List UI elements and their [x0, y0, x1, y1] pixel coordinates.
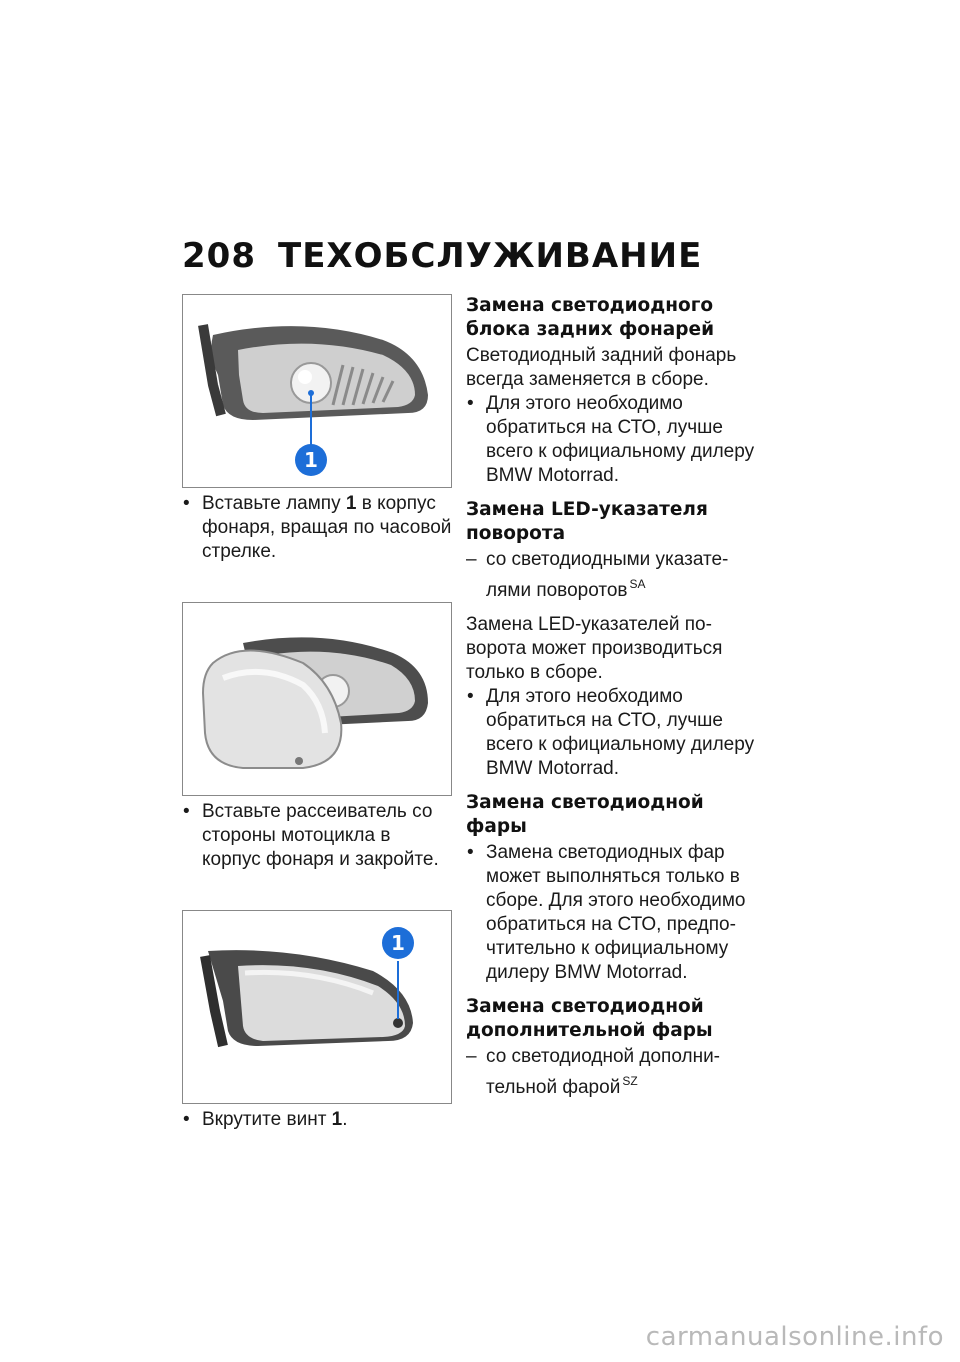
- bullet-text: Замена светодиодных фар может выполняться только в сборе. Для этого необходимо обратиться на СТО, предпо-чтительно к официальному дилеру BMW Motorrad.: [486, 842, 746, 983]
- bullet-mark: •: [183, 493, 190, 514]
- diffuser-illustration: [183, 603, 451, 795]
- page-number: 208: [182, 236, 256, 276]
- page-title: ТЕХОБСЛУЖИВАНИЕ: [278, 236, 703, 276]
- option-code: SZ: [622, 1074, 638, 1088]
- section-rear-light: [466, 294, 766, 488]
- right-column: [466, 294, 766, 1110]
- bullet-text: Для этого необходимо обратиться на СТО, лучше всего к официальному дилеру BMW Motorrad.: [486, 686, 755, 779]
- figure-bulb-install: [182, 294, 452, 488]
- step-insert-diffuser: [182, 800, 454, 872]
- section-heading: Замена LED-указателя поворота: [466, 499, 708, 544]
- section-headlight: [466, 791, 766, 985]
- screw-illustration: [183, 911, 451, 1103]
- figure-screw: [182, 910, 452, 1104]
- page-header: [182, 236, 702, 276]
- dash-mark: –: [466, 549, 477, 570]
- section-turn-signal: [466, 498, 766, 781]
- step-ref: 1: [345, 493, 357, 514]
- left-column: [182, 294, 454, 1132]
- section-bullet: [466, 685, 766, 781]
- step-text: Вкрутите винт: [202, 1109, 332, 1130]
- bullet-mark: •: [467, 686, 474, 707]
- section-paragraph: Светодиодный задний фонарь всегда заменяется в сборе.: [466, 345, 737, 390]
- step-insert-bulb: [182, 492, 454, 564]
- watermark: carmanualsonline.info: [645, 1322, 944, 1352]
- section-paragraph: Замена LED-указателей по-ворота может производиться только в сборе.: [466, 614, 723, 683]
- section-aux-light: [466, 995, 766, 1100]
- bullet-mark: •: [183, 1109, 190, 1130]
- step-text-end: .: [342, 1109, 348, 1130]
- option-code: SA: [629, 577, 646, 591]
- figure-callout: 1: [304, 448, 318, 472]
- step-text: Вставьте лампу: [202, 493, 346, 514]
- bullet-mark: •: [183, 801, 190, 822]
- section-heading: Замена светодиодной дополнительной фары: [466, 996, 713, 1041]
- figure-diffuser: [182, 602, 452, 796]
- section-condition: [466, 1045, 766, 1100]
- section-heading: Замена светодиодной фары: [466, 792, 704, 837]
- condition-text: со светодиодными указате-лями поворотов: [486, 549, 729, 601]
- section-bullet: [466, 841, 766, 985]
- bulb-illustration: [183, 295, 451, 487]
- section-heading: Замена светодиодного блока задних фонарей: [466, 295, 715, 340]
- step-screw: [182, 1108, 454, 1132]
- dash-mark: –: [466, 1046, 477, 1067]
- step-text-end: в корпус фонаря, вращая по часовой стрелке.: [202, 493, 452, 562]
- section-condition: [466, 548, 766, 603]
- figure-callout: 1: [391, 931, 405, 955]
- section-bullet: [466, 392, 766, 488]
- condition-text: со светодиодной дополни-тельной фарой: [486, 1046, 721, 1098]
- bullet-text: Для этого необходимо обратиться на СТО, лучше всего к официальному дилеру BMW Motorrad.: [486, 393, 755, 486]
- step-ref: 1: [331, 1109, 343, 1130]
- step-text: Вставьте рассеиватель со стороны мотоцикла в корпус фонаря и закройте.: [202, 801, 439, 870]
- bullet-mark: •: [467, 393, 474, 414]
- bullet-mark: •: [467, 842, 474, 863]
